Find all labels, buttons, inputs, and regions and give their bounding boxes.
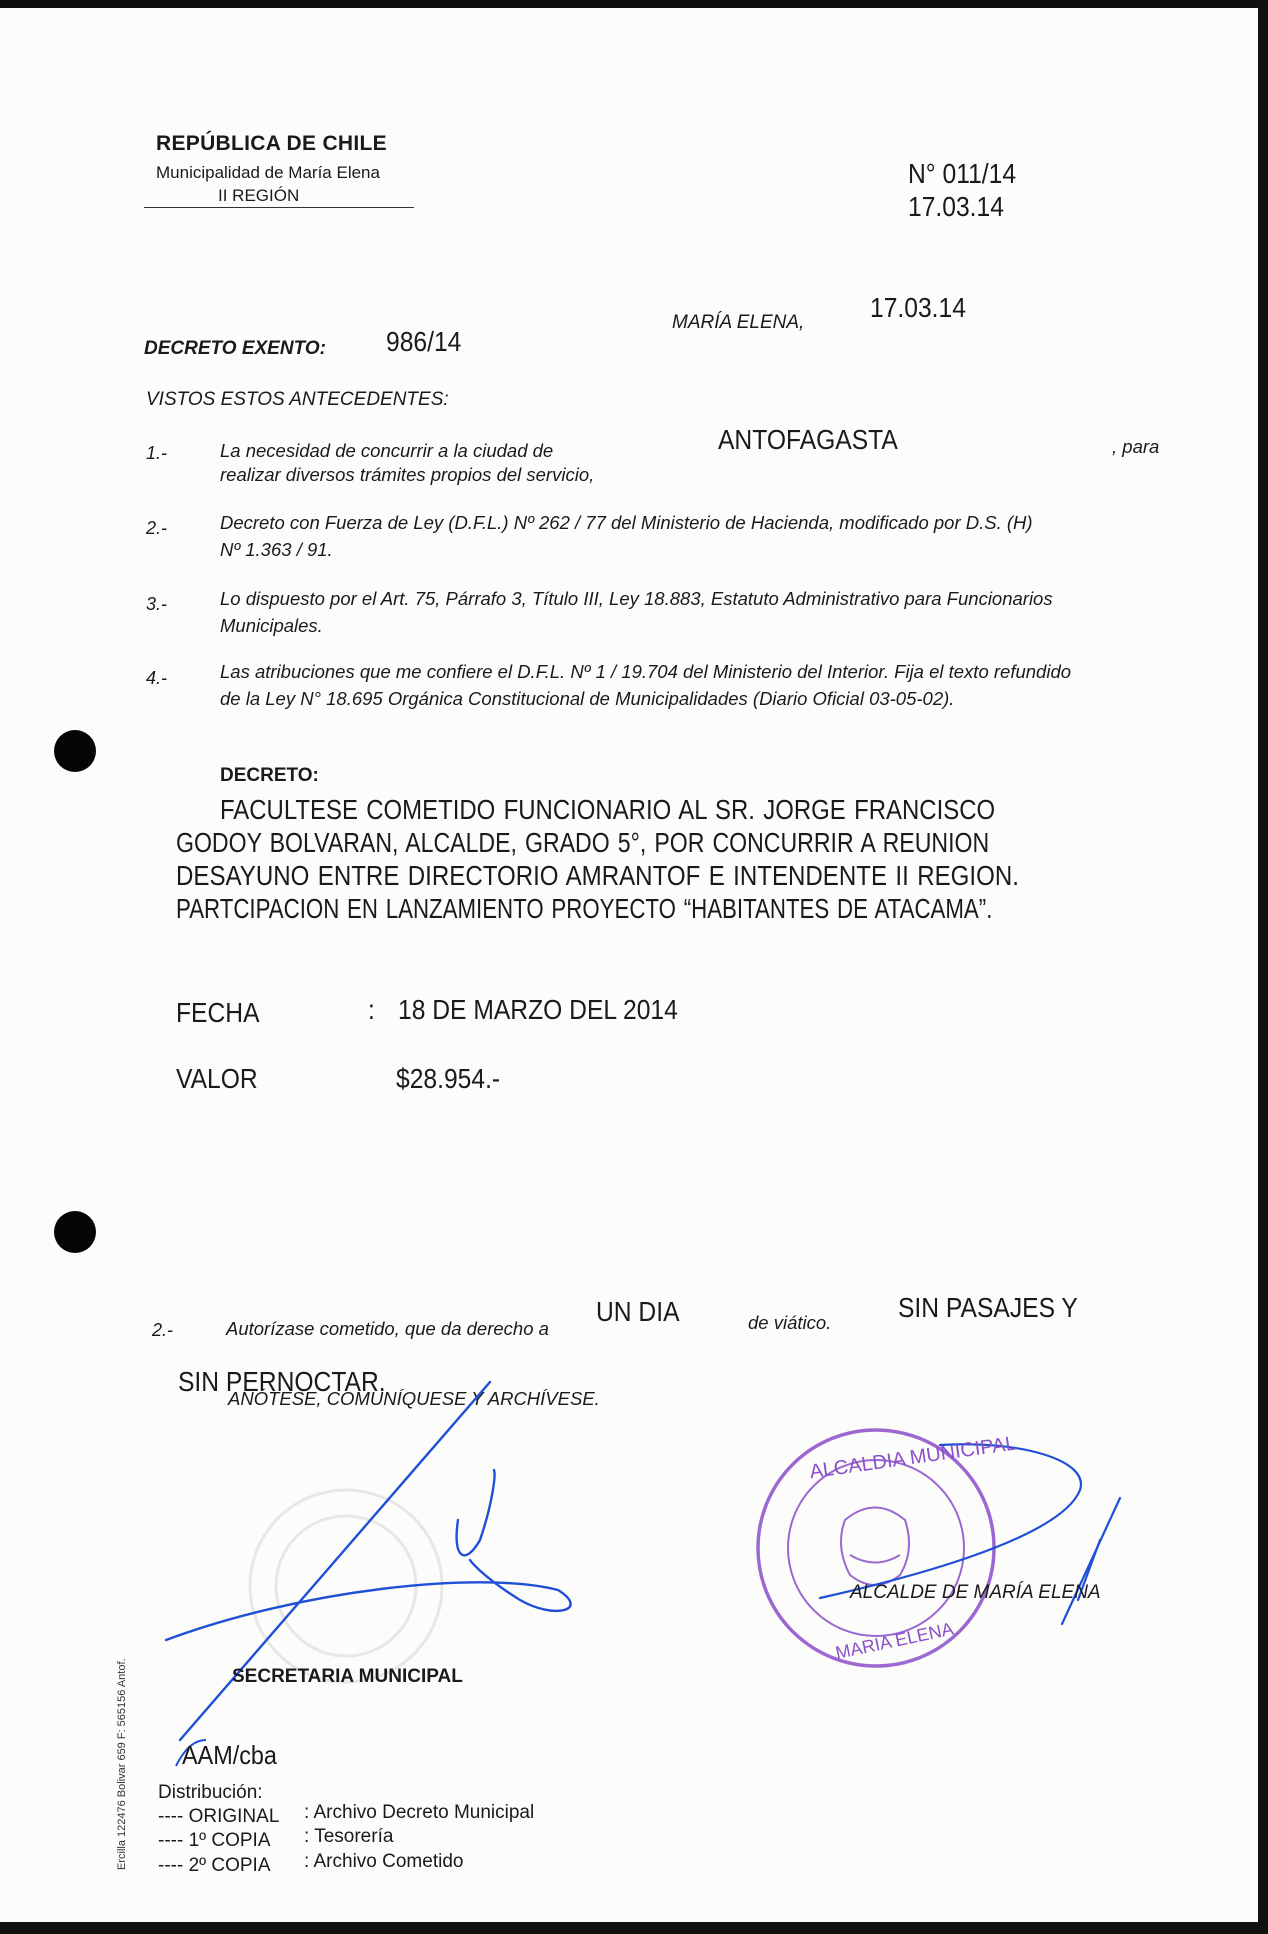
vistos-item-text: Municipales. (220, 615, 323, 636)
valor-value: $28.954.- (396, 1063, 501, 1094)
decree-number: 986/14 (386, 326, 462, 357)
printer-note: Ercilla 122476 Bolivar 659 F: 565156 Antof. (116, 1658, 128, 1870)
authorization-number: 2.- (152, 1320, 174, 1340)
distribution-copy: ---- 1º COPIA (158, 1830, 271, 1851)
vistos-item-number: 4.- (146, 668, 168, 688)
vistos-item-number: 1.- (146, 443, 168, 463)
decreto-body-line: FACULTESE COMETIDO FUNCIONARIO AL SR. JORGE FRANCISCO (220, 794, 996, 825)
stamp-top-text: ALCALDIA MUNICIPAL (808, 1432, 1018, 1484)
vistos-item-text: La necesidad de concurrir a la ciudad de (220, 440, 554, 461)
authorization-extra: SIN PERNOCTAR. (178, 1366, 386, 1397)
decree-place: MARÍA ELENA, (672, 312, 805, 333)
author-initials: AAM/cba (182, 1740, 277, 1770)
vistos-item-text: Las atribuciones que me confiere el D.F.L. Nº 1 / 19.704 del Ministerio del Interior. Fija el texto refundido (220, 661, 1072, 682)
vistos-heading: VISTOS ESTOS ANTECEDENTES: (146, 389, 449, 410)
distribution-destination: : Archivo Cometido (304, 1851, 464, 1872)
fecha-colon: : (368, 994, 375, 1025)
document-date: 17.03.14 (908, 191, 1004, 222)
vistos-item-text: , para (1112, 436, 1160, 457)
distribution-copy: ---- 2º COPIA (158, 1855, 271, 1876)
authorization-text: Autorízase cometido, que da derecho a (226, 1318, 549, 1339)
stamp-bottom-text: MARIA ELENA (833, 1618, 956, 1664)
decreto-body-line: GODOY BOLVARAN, ALCALDE, GRADO 5°, POR CONCURRIR A REUNION (176, 827, 990, 858)
alcalde-label: ALCALDE DE MARÍA ELENA (850, 1582, 1101, 1603)
closing-formula: ANÓTESE, COMUNÍQUESE Y ARCHÍVESE. (228, 1388, 600, 1409)
authorization-extra: SIN PASAJES Y (898, 1292, 1078, 1323)
distribution-destination: : Archivo Decreto Municipal (304, 1802, 535, 1823)
vistos-item-text: de la Ley N° 18.695 Orgánica Constitucional de Municipalidades (Diario Oficial 03-05-02). (220, 688, 955, 709)
decreto-body-line: PARTCIPACION EN LANZAMIENTO PROYECTO “HABITANTES DE ATACAMA”. (176, 893, 993, 924)
viatico-label: de viático. (748, 1312, 832, 1333)
header-region: II REGIÓN (218, 186, 300, 205)
destination-city: ANTOFAGASTA (718, 424, 898, 455)
document-number: N° 011/14 (908, 158, 1017, 189)
decree-label: DECRETO EXENTO: (144, 338, 326, 359)
distribution-copy: ---- ORIGINAL (158, 1806, 280, 1827)
valor-label: VALOR (176, 1063, 258, 1094)
distribution-destination: : Tesorería (304, 1826, 394, 1847)
header-municipality: Municipalidad de María Elena (156, 163, 380, 182)
vistos-item-text: realizar diversos trámites propios del servicio, (220, 464, 595, 485)
vistos-item-text: Lo dispuesto por el Art. 75, Párrafo 3, Título III, Ley 18.883, Estatuto Administrativo para Funcionarios (220, 588, 1053, 609)
vistos-item-number: 3.- (146, 594, 168, 614)
decree-place-date: 17.03.14 (870, 292, 966, 323)
vistos-item-text: Nº 1.363 / 91. (220, 539, 333, 560)
fecha-label: FECHA (176, 997, 260, 1028)
header-country: REPÚBLICA DE CHILE (156, 132, 387, 155)
authorization-days: UN DIA (596, 1296, 680, 1327)
distribution-heading: Distribución: (158, 1782, 263, 1803)
secretaria-label: SECRETARIA MUNICIPAL (232, 1666, 463, 1687)
vistos-item-number: 2.- (146, 518, 168, 538)
fecha-value: 18 DE MARZO DEL 2014 (398, 994, 678, 1025)
decreto-body-line: DESAYUNO ENTRE DIRECTORIO AMRANTOF E INTENDENTE II REGION. (176, 860, 1019, 891)
decreto-heading: DECRETO: (220, 765, 319, 786)
vistos-item-text: Decreto con Fuerza de Ley (D.F.L.) Nº 262 / 77 del Ministerio de Hacienda, modificado por D.S. (H) (220, 512, 1033, 533)
